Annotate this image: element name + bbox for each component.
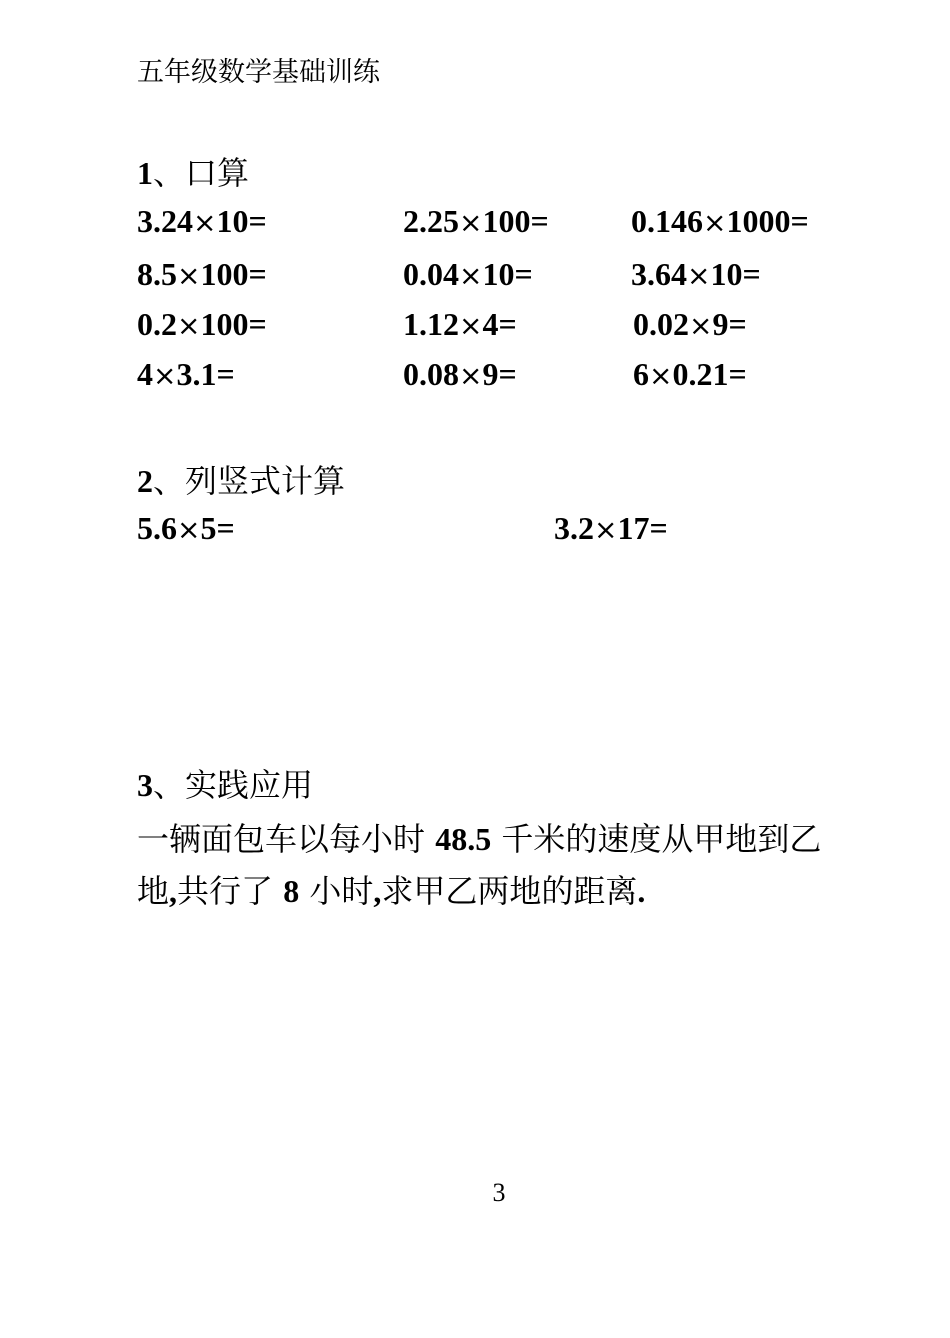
word-problem-line-2: 地,共行了 8 小时,求甲乙两地的距离. [137, 872, 646, 910]
oral-calc-item: 0.04×10= [403, 256, 533, 292]
section-2-heading [137, 456, 345, 502]
oral-calc-item: 4×3.1= [137, 356, 235, 392]
section-3-number: 3 [137, 767, 153, 803]
oral-calc-item: 0.2×100= [137, 306, 267, 342]
section-1-title: 、口算 [153, 154, 250, 192]
vertical-calc-item: 5.6×5= [137, 510, 235, 546]
oral-calc-item: 3.24×10= [137, 203, 267, 239]
section-3-title: 、实践应用 [153, 766, 314, 804]
section-3-heading [137, 760, 313, 806]
section-1-number: 1 [137, 155, 153, 191]
oral-calc-item: 6×0.21= [633, 356, 747, 392]
section-2-number: 2 [137, 463, 153, 499]
section-2-title: 、列竖式计算 [153, 462, 346, 500]
oral-calc-item: 0.146×1000= [631, 203, 809, 239]
oral-calc-item: 2.25×100= [403, 203, 549, 239]
page-header: 五年级数学基础训练 [137, 57, 380, 88]
oral-calc-item: 1.12×4= [403, 306, 517, 342]
page-number: 3 [492, 1178, 506, 1207]
word-problem-line-1: 一辆面包车以每小时 48.5 千米的速度从甲地到乙 [137, 820, 822, 858]
section-1-heading [137, 148, 249, 194]
vertical-calc-item: 3.2×17= [554, 510, 668, 546]
oral-calc-item: 3.64×10= [631, 256, 761, 292]
oral-calc-item: 0.08×9= [403, 356, 517, 392]
oral-calc-item: 0.02×9= [633, 306, 747, 342]
oral-calc-item: 8.5×100= [137, 256, 267, 292]
